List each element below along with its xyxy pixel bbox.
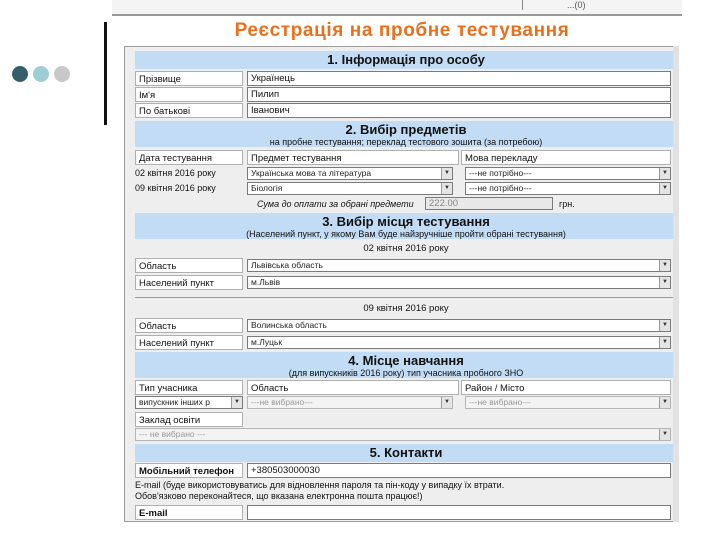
phone-input[interactable]: +380503000030 xyxy=(247,463,671,478)
chevron-down-icon: ▼ xyxy=(659,429,670,440)
col-lang-label: Мова перекладу xyxy=(461,150,671,165)
section-4-heading: 4. Місце навчання xyxy=(348,353,464,368)
date-2: 09 квітня 2016 року xyxy=(135,183,216,193)
phone-label: Мобільний телефон xyxy=(135,463,243,478)
participant-type-label: Тип учасника xyxy=(135,380,243,395)
section-2-heading: 2. Вибір предметів xyxy=(345,122,467,137)
region-select-2-value: Волинська область xyxy=(251,320,327,330)
date-1: 02 квітня 2016 року xyxy=(135,168,216,178)
chevron-down-icon: ▼ xyxy=(659,320,670,331)
school-label: Заклад освіти xyxy=(135,412,243,427)
surname-label: Прізвище xyxy=(135,71,243,86)
school-district-label: Район / Місто xyxy=(461,380,671,395)
col-subject-label: Предмет тестування xyxy=(247,150,459,165)
section-5-header xyxy=(135,444,677,462)
subject-select-1[interactable] xyxy=(247,167,453,180)
place-date-1: 02 квітня 2016 року xyxy=(363,243,449,254)
chevron-down-icon: ▼ xyxy=(659,397,670,408)
chevron-down-icon: ▼ xyxy=(441,168,452,179)
email-label: E-mail xyxy=(135,505,243,520)
section-2-subheading: на пробне тестування; переклад тестового зошита (за потребою) xyxy=(269,137,543,147)
divider xyxy=(135,297,677,298)
subject-select-2-value: Біологія xyxy=(251,183,283,193)
decor-dot-teal xyxy=(33,66,49,82)
chevron-down-icon: ▼ xyxy=(231,397,242,408)
city-label-2: Населений пункт xyxy=(135,335,243,350)
region-select-1[interactable] xyxy=(247,259,671,272)
chevron-down-icon: ▼ xyxy=(659,183,670,194)
patronymic-label: По батькові xyxy=(135,103,243,118)
form-scrollbar[interactable] xyxy=(673,46,679,522)
section-2-header xyxy=(135,121,677,147)
email-note-1: E-mail (буде використовуватись для відновлення пароля та пін-коду у випадку їх втрати. xyxy=(135,480,505,490)
strip-divider xyxy=(522,0,531,10)
strip-text: ...(0) xyxy=(567,0,586,10)
email-input[interactable] xyxy=(247,505,671,520)
currency-label: грн. xyxy=(559,199,575,209)
decor-dot-gray xyxy=(54,66,70,82)
city-select-1-value: м.Львів xyxy=(251,277,281,287)
section-1-header xyxy=(135,51,677,69)
chevron-down-icon: ▼ xyxy=(659,168,670,179)
browser-top-strip xyxy=(112,0,682,16)
sum-field: 222.00 xyxy=(425,197,553,210)
region-label-2: Область xyxy=(135,318,243,333)
chevron-down-icon: ▼ xyxy=(659,277,670,288)
col-date-label: Дата тестування xyxy=(135,150,243,165)
chevron-down-icon: ▼ xyxy=(441,397,452,408)
school-region-label: Область xyxy=(247,380,459,395)
subject-select-1-value: Українська мова та література xyxy=(251,168,372,178)
lang-select-1[interactable] xyxy=(465,167,671,180)
place-date-2: 09 квітня 2016 року xyxy=(363,303,449,314)
school-district-value: ---не вибрано--- xyxy=(469,397,531,407)
section-1-heading: 1. Інформація про особу xyxy=(327,52,485,67)
patronymic-input[interactable]: Іванович xyxy=(247,103,671,118)
section-3-subheading: (Населений пункт, у якому Вам буде найзручніше пройти обрані тестування) xyxy=(246,229,566,239)
chevron-down-icon: ▼ xyxy=(441,183,452,194)
participant-type-value: випускник інших р xyxy=(139,397,211,407)
page-title: Реєстрація на пробне тестування xyxy=(234,20,570,41)
surname-input[interactable]: Українець xyxy=(247,71,671,86)
chevron-down-icon: ▼ xyxy=(659,337,670,348)
name-input[interactable]: Пилип xyxy=(247,87,671,102)
lang-select-1-value: ---не потрібно--- xyxy=(469,168,532,178)
section-3-header xyxy=(135,213,677,239)
region-select-1-value: Львівська область xyxy=(251,260,323,270)
decor-dot-dark xyxy=(12,66,28,82)
region-select-2[interactable] xyxy=(247,319,671,332)
school-region-value: ---не вибрано--- xyxy=(251,397,313,407)
participant-type-select[interactable] xyxy=(135,396,243,409)
city-select-2[interactable] xyxy=(247,336,671,349)
chevron-down-icon: ▼ xyxy=(659,260,670,271)
region-label-1: Область xyxy=(135,258,243,273)
lang-select-2-value: ---не потрібно--- xyxy=(469,183,532,193)
school-region-select[interactable] xyxy=(247,396,453,409)
section-4-header xyxy=(135,352,677,378)
sum-label: Сума до оплати за обрані предмети xyxy=(257,199,414,209)
registration-form xyxy=(124,46,679,522)
section-4-subheading: (для випускників 2016 року) тип учасника пробного ЗНО xyxy=(288,368,524,378)
school-select[interactable] xyxy=(135,428,671,441)
school-value: --- не вибрано --- xyxy=(139,429,206,439)
slide-vertical-bar xyxy=(104,22,107,125)
city-label-1: Населений пункт xyxy=(135,275,243,290)
lang-select-2[interactable] xyxy=(465,182,671,195)
email-note-2: Обов'язково переконайтеся, що вказана електронна пошта працює!) xyxy=(135,491,423,501)
section-5-heading: 5. Контакти xyxy=(369,445,443,460)
city-select-2-value: м.Луцьк xyxy=(251,337,283,347)
name-label: Ім'я xyxy=(135,87,243,102)
section-3-heading: 3. Вибір місця тестування xyxy=(322,214,490,229)
city-select-1[interactable] xyxy=(247,276,671,289)
school-district-select[interactable] xyxy=(465,396,671,409)
subject-select-2[interactable] xyxy=(247,182,453,195)
